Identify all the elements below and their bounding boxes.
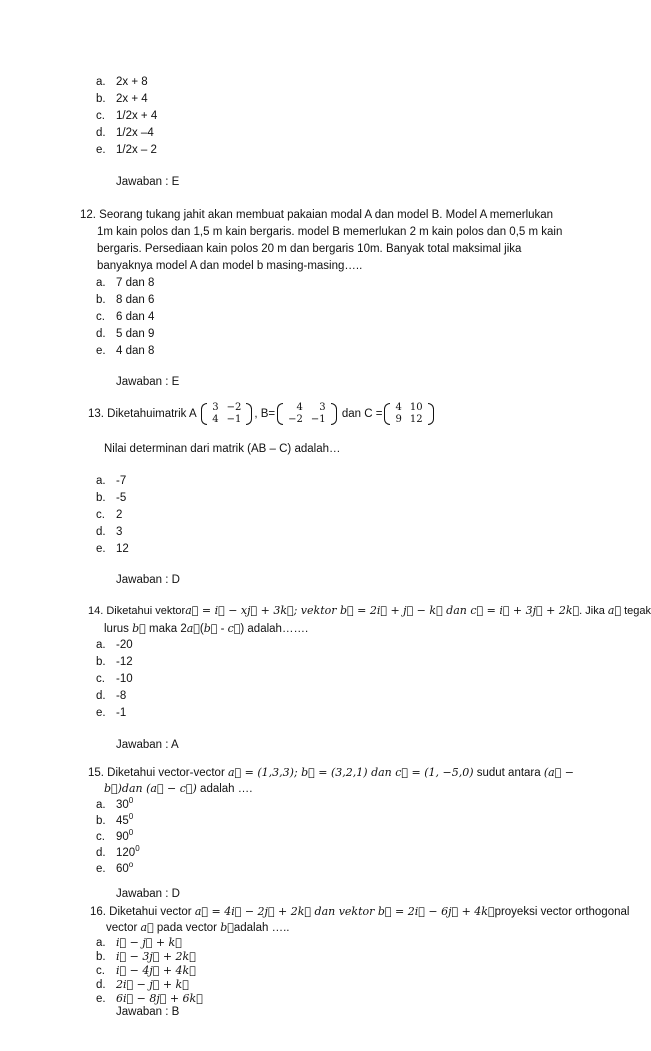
matrix-c: 4 10 9 12 [384,402,433,426]
q16-option-b: b. i⃗ − 3j⃗ + 2k⃗ [96,950,196,963]
q16-option-c: c. i⃗ − 4j⃗ + 4k⃗ [96,964,196,977]
q16-option-a: a. i⃗ − j⃗ + k⃗ [96,936,182,949]
q13-option-a: a. -7 [96,475,127,487]
q13-option-b: b. -5 [96,492,127,504]
q11-answer: Jawaban : E [116,176,180,188]
q12-option-e: e. 4 dan 8 [96,345,155,357]
q13-option-e: e. 12 [96,543,129,555]
q12-question-line-1: 12. Seorang tukang jahit akan membuat pakaian modal A dan model B. Model A memerlukan [80,209,554,221]
q15-question-line-1: 15. Diketahui vector-vector a⃗ = (1,3,3); b⃗ = (3,2,1) dan c⃗ = (1, −5,0) sudut antara (a⃗ − [88,766,575,779]
q11-option-c: c. 1/2x + 4 [96,110,158,122]
q15-option-c: c. $90^0$ [96,828,134,843]
q11-option-e: e. 1/2x – 2 [96,144,157,156]
q11-option-a: a. 2x + 8 [96,76,148,88]
q12-option-d: d. 5 dan 9 [96,328,155,340]
q14-option-e: e. -1 [96,707,127,719]
q14-question-line-2: lurus b⃗ maka 2a⃗(b⃗ - c⃗) adalah……. [104,622,309,635]
q14-option-a: a. -20 [96,639,133,651]
q14-option-c: c. -10 [96,673,133,685]
q12-question-line-2: 1m kain polos dan 1,5 m kain bergaris. model B memerlukan 2 m kain polos dan 0,5 m kain [97,226,563,238]
q17-option-a [96,1034,116,1046]
q14-answer: Jawaban : A [116,739,179,751]
q15-question-line-2: b⃗)dan (a⃗ − c⃗) adalah …. [104,782,253,795]
q16-answer: Jawaban : B [116,1006,180,1018]
q13-question-line-1: 13. Diketahuimatrik A 3 −2 4 −1 , B= 4 3 −2 −1 dan C = 4 10 9 12 [88,402,436,426]
q14-option-d: d. -8 [96,690,127,702]
matrix-a: 3 −2 4 −1 [201,402,252,426]
q15-option-b: b. $45^0$ [96,812,134,827]
q16-question-line-1: 16. Diketahui vector a⃗ = 4i⃗ − 2j⃗ + 2k⃗ dan vektor b⃗ = 2i⃗ − 6j⃗ + 4k⃗proyeksi vector orthogonal [90,905,630,918]
q12-option-a: a. 7 dan 8 [96,277,155,289]
q15-option-e: e. 60$^o$ [96,860,134,875]
q12-answer: Jawaban : E [116,376,180,388]
q14-option-b: b. -12 [96,656,133,668]
q13-option-c: c. 2 [96,509,123,521]
q12-option-b: b. 8 dan 6 [96,294,155,306]
q11-option-d: d. 1/2x –4 [96,127,154,139]
q13-option-d: d. 3 [96,526,123,538]
q16-question-line-2: vector a⃗ pada vector b⃗adalah ….. [106,921,290,934]
q15-option-d: d. $120^0$ [96,844,140,859]
q16-option-d: d. 2i⃗ − j⃗ + k⃗ [96,978,189,991]
q13-question-line-2: Nilai determinan dari matrik (AB – C) adalah… [104,443,341,455]
q14-question-line-1: 14. Diketahui vektora⃗ = i⃗ − xj⃗ + 3k⃗; vektor b⃗ = 2i⃗ + j⃗ − k⃗ dan c⃗ = i⃗ + 3j⃗ + 2k⃗. Jika a⃗ tegak [88,604,651,617]
q12-question-line-3: bergaris. Persediaan kain polos 20 m dan bergaris 10m. Banyak total maksimal jika [97,243,522,255]
q15-answer: Jawaban : D [116,888,180,900]
q12-option-c: c. 6 dan 4 [96,311,155,323]
matrix-b: 4 3 −2 −1 [277,402,337,426]
q11-option-b: b. 2x + 4 [96,93,148,105]
q13-answer: Jawaban : D [116,574,180,586]
q16-option-e: e. 6i⃗ − 8j⃗ + 6k⃗ [96,992,203,1005]
q15-option-a: a. $30^0$ [96,796,134,811]
q12-question-line-4: banyaknya model A dan model b masing-masing….. [97,260,363,272]
